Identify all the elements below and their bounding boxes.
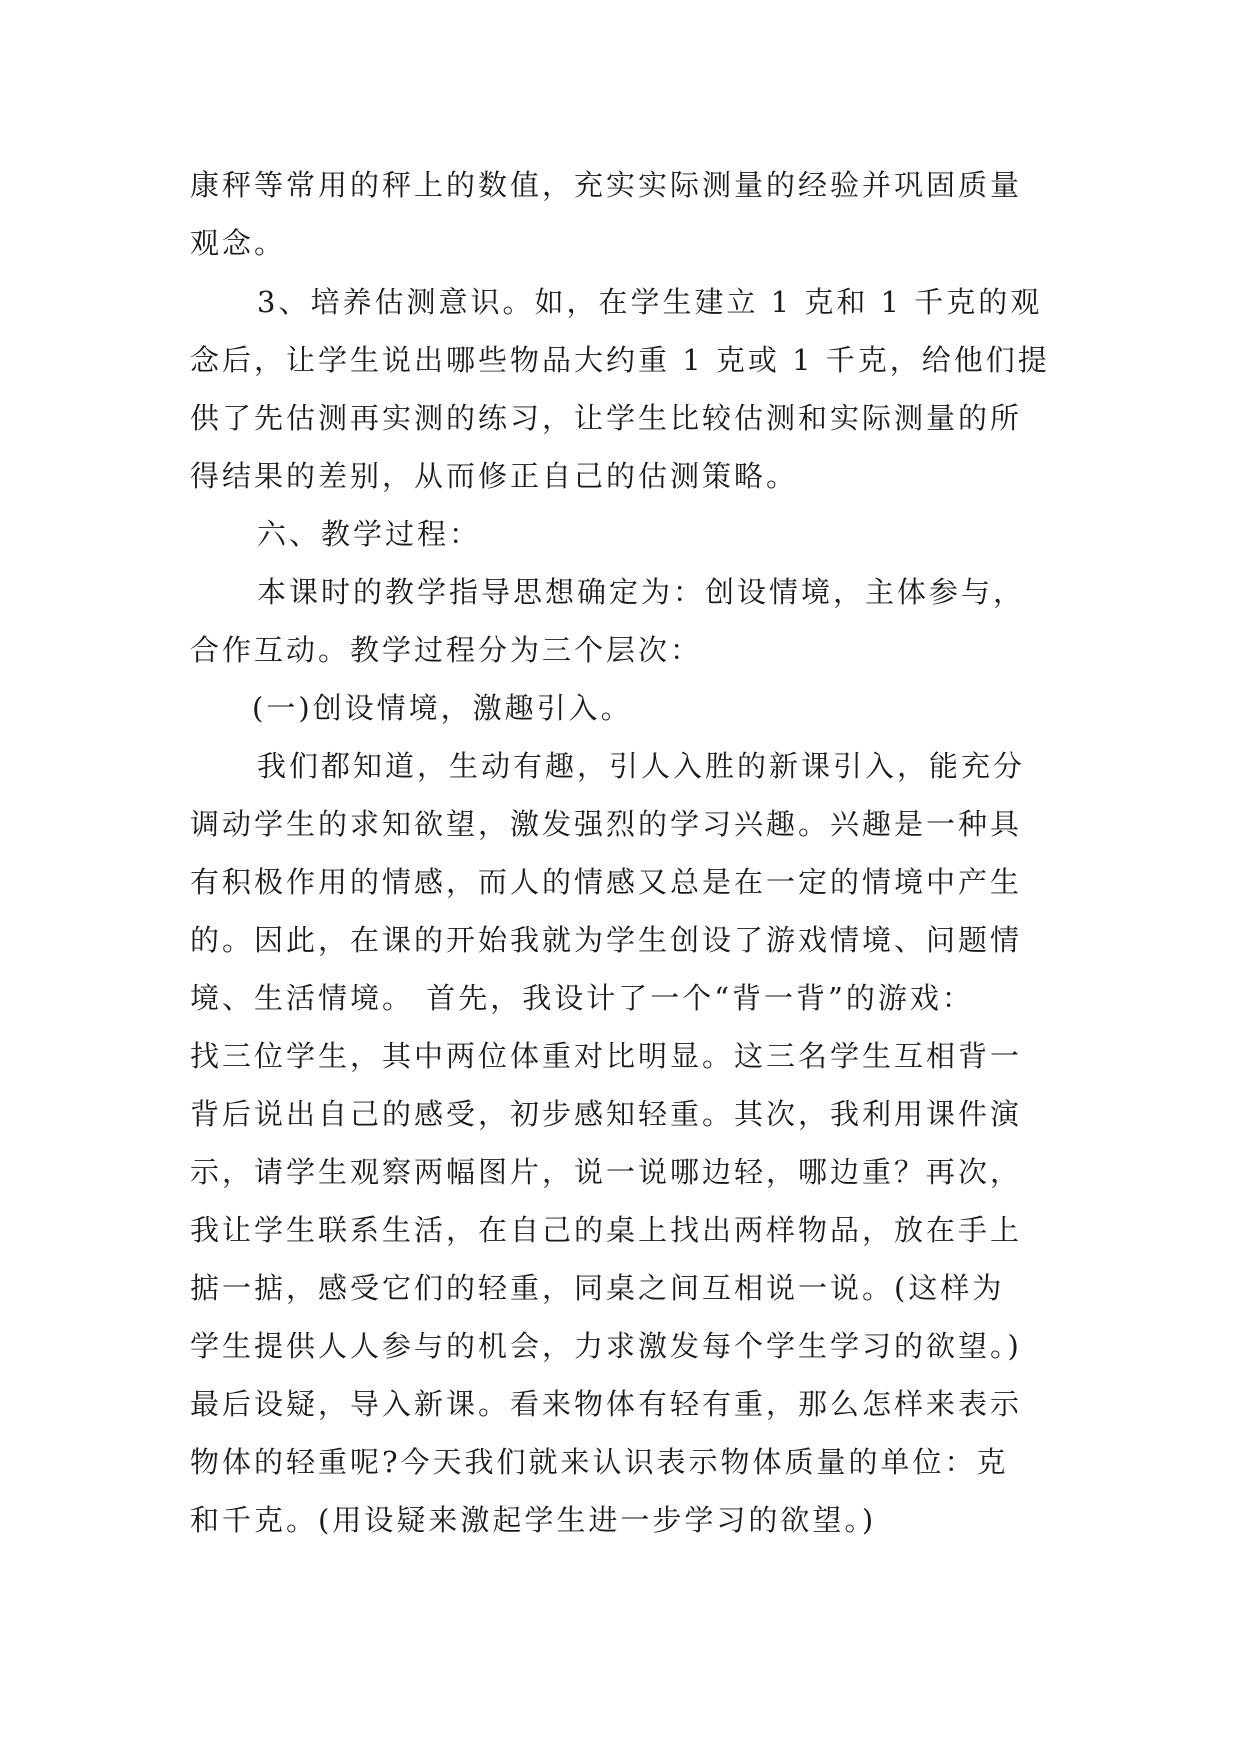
section-heading: 六、教学过程： [257,517,482,551]
paragraph-line: 我让学生联系生活，在自己的桌上找出两样物品，放在手上 [190,1213,1023,1247]
paragraph-line: 有积极作用的情感，而人的情感又总是在一定的情境中产生 [190,865,1023,899]
paragraph-line: 境、生活情境。 首先，我设计了一个“背一背”的游戏： [190,981,974,1015]
paragraph-line: 供了先估测再实测的练习，让学生比较估测和实际测量的所 [190,401,1023,435]
paragraph-line: 本课时的教学指导思想确定为：创设情境，主体参与， [257,575,1026,609]
paragraph-line: 的。因此，在课的开始我就为学生创设了游戏情境、问题情 [190,923,1023,957]
paragraph-line: 和千克。(用设疑来激起学生进一步学习的欲望。) [190,1503,877,1537]
paragraph-line: 念后，让学生说出哪些物品大约重 1 克或 1 千克，给他们提 [190,343,1050,377]
paragraph-line: 掂一掂，感受它们的轻重，同桌之间互相说一说。(这样为 [190,1271,1005,1305]
paragraph-line: 调动学生的求知欲望，激发强烈的学习兴趣。兴趣是一种具 [190,807,1023,841]
subsection-heading: (一)创设情境，激趣引入。 [252,691,633,725]
paragraph-line: 观念。 [190,226,287,260]
paragraph-line: 我们都知道，生动有趣，引人入胜的新课引入，能充分 [257,749,1026,783]
paragraph-line: 合作互动。教学过程分为三个层次： [190,633,703,667]
paragraph-line: 学生提供人人参与的机会，力求激发每个学生学习的欲望。) [190,1329,1022,1363]
paragraph-line: 找三位学生，其中两位体重对比明显。这三名学生互相背一 [190,1039,1023,1073]
paragraph-line: 康秤等常用的秤上的数值，充实实际测量的经验并巩固质量 [190,168,1023,202]
paragraph-line: 背后说出自己的感受，初步感知轻重。其次，我利用课件演 [190,1097,1023,1131]
paragraph-line: 示，请学生观察两幅图片，说一说哪边轻，哪边重？再次， [190,1155,1023,1189]
paragraph-line: 最后设疑，导入新课。看来物体有轻有重，那么怎样来表示 [190,1387,1023,1421]
paragraph-line: 得结果的差别，从而修正自己的估测策略。 [190,459,799,493]
paragraph-line: 物体的轻重呢?今天我们就来认识表示物体质量的单位：克 [190,1445,1009,1479]
paragraph-line: 3、培养估测意识。如，在学生建立 1 克和 1 千克的观 [257,285,1043,319]
